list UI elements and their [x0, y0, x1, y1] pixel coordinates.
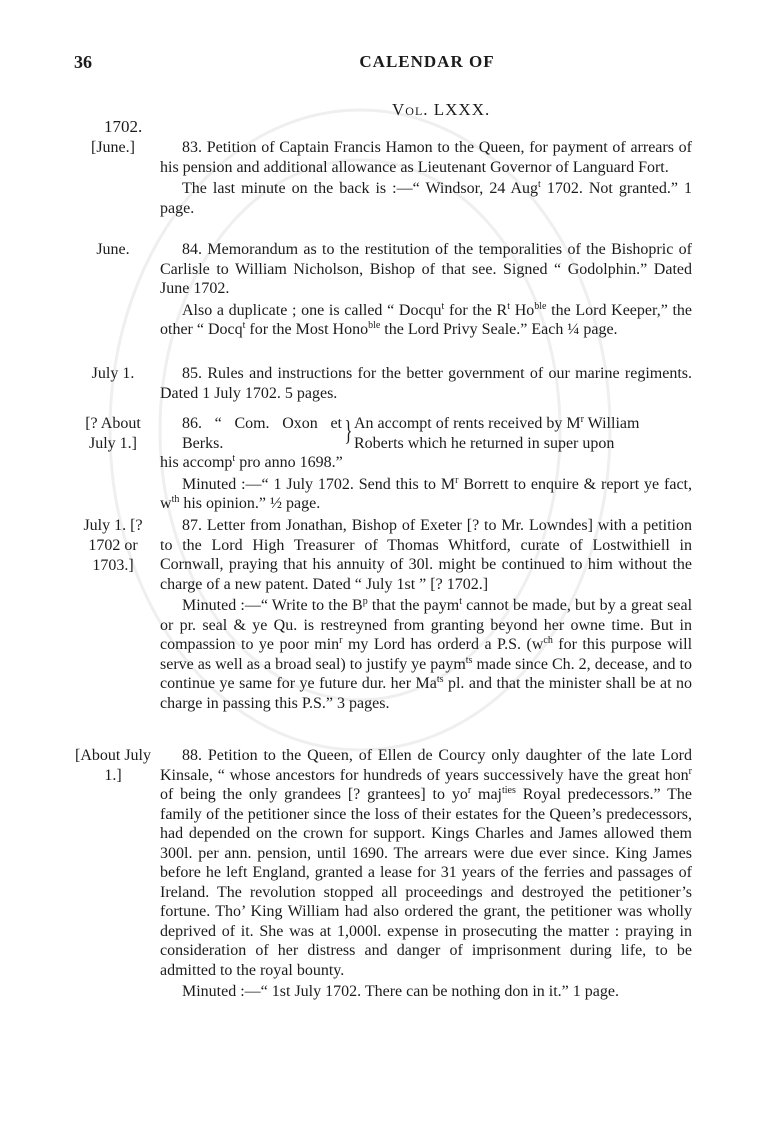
- page-number: 36: [74, 52, 92, 72]
- entry-87: [72, 516, 692, 713]
- entry-date: [About July 1.]: [75, 747, 151, 784]
- entry-text: 84. Memorandum as to the restitution of the temporalities of the Bishopric of Carlisle to William Nicholson, Bishop of that see. Signed “ Godolphin.” Dated June 1702.: [160, 241, 692, 297]
- volume-heading: Vol. LXXX.: [392, 100, 491, 119]
- entry-note: Also a duplicate ; one is called “ Docqu$^t$ for the $R^t$ $Ho^{ble}$ the Lord Keeper,” the other “ Docq$^t$ for the Most Hono$^{ble}$ the Lord Privy Seale.” Each ¼ page.: [160, 300, 693, 338]
- entry-83: [72, 138, 692, 218]
- entry-minute: Minuted :—“ 1 July 1702. Send this to $M^r$ Borrett to enquire & report ye fact, $w^{th}$ his opinion.” ½ page.: [160, 474, 692, 512]
- year-heading: 1702.: [104, 117, 143, 136]
- entry-86: [72, 414, 692, 514]
- brace-right-line-2: Roberts which he returned in super upon: [354, 434, 615, 452]
- entry-date: July 1. [? 1702 or 1703.]: [83, 517, 143, 574]
- entry-85: [72, 364, 692, 403]
- brace-right-line-1: An accompt of rents received by $M^r$ William: [354, 414, 640, 432]
- entry-minute: Minuted :—“ Write to the $B^p$ that the paym$^t$ cannot be made, but by a great seal or pr. seal & ye Qu. is restreyned from granting beyond her owne time. But in compassion to ye poor $\min^r$ my Lord has orderd a P.S. ($w^{ch}$ for this purpose will serve as well as a broad seal) to justify ye paym$^{ts}$ made since Ch. 2, decease, and to continue ye same for ye future dur. her $Ma^{ts}$ pl. and that the minister shall be at no charge in passing this P.S.” 3 pages.: [160, 596, 693, 712]
- entry-text: 83. Petition of Captain Francis Hamon to the Queen, for payment of arrears of his pension and additional allowance as Lieutenant Governor of Languard Fort.: [160, 139, 692, 176]
- entry-date: June.: [96, 241, 130, 258]
- entry-minute: Minuted :—“ 1st July 1702. There can be nothing don in it.” 1 page.: [182, 983, 619, 1000]
- entry-text: 88. Petition to the Queen, of Ellen de Courcy only daughter of the late Lord Kinsale, “ whose ancestors for hundreds of years successively have the great hon$^r$ of being the only grandees [? grantees] to $yo^r$ maj$^{ties}$ Royal predecessors.” The family of the petitioner since the loss of their estates for the Queen’s predecessors, had depended on the crown for support. Kings Charles and James allowed them 300l. per ann. pension, until 1690. The arrears were due ever since. King James before he left England, granted a lease for 31 years of the ferries and passages of Ireland. The revolution stopped all proceedings and destroyed the petitioner’s fortune. Tho’ King William had also ordered the grant, the petitioner was wholly deprived of it. She was at 1,000l. expense in prosecuting the matter : praying in consideration of her distress and danger of imprisonment during life, to be admitted to the royal bounty.: [160, 747, 693, 979]
- entry-date: [June.]: [91, 139, 135, 156]
- brace-symbol: }: [344, 416, 353, 447]
- entry-minute: The last minute on the back is :—“ Windsor, 24 Aug$^t$ 1702. Not granted.” 1 page.: [160, 179, 692, 217]
- entry-date: July 1.: [91, 365, 135, 382]
- entry-text: 87. Letter from Jonathan, Bishop of Exeter [? to Mr. Lowndes] with a petition to the Lord High Treasurer of Thomas Whitford, curate of Lostwithiell in Cornwall, praying that his annuity of 30l. might be continued to him without the charge of a new patent. Dated “ July 1st ” [? 1702.]: [160, 517, 692, 593]
- running-title: CALENDAR OF: [359, 52, 495, 71]
- entry-88: [72, 746, 692, 1002]
- entry-84: [72, 240, 692, 340]
- entry-continuation: his accomp$^t$ pro anno 1698.”: [160, 453, 343, 471]
- brace-left-text: 86. “ Com. Oxon et Berks.: [182, 415, 342, 452]
- entry-date: [? About July 1.]: [85, 415, 141, 452]
- entry-text: 85. Rules and instructions for the better government of our marine regiments. Dated 1 July 1702. 5 pages.: [160, 365, 692, 402]
